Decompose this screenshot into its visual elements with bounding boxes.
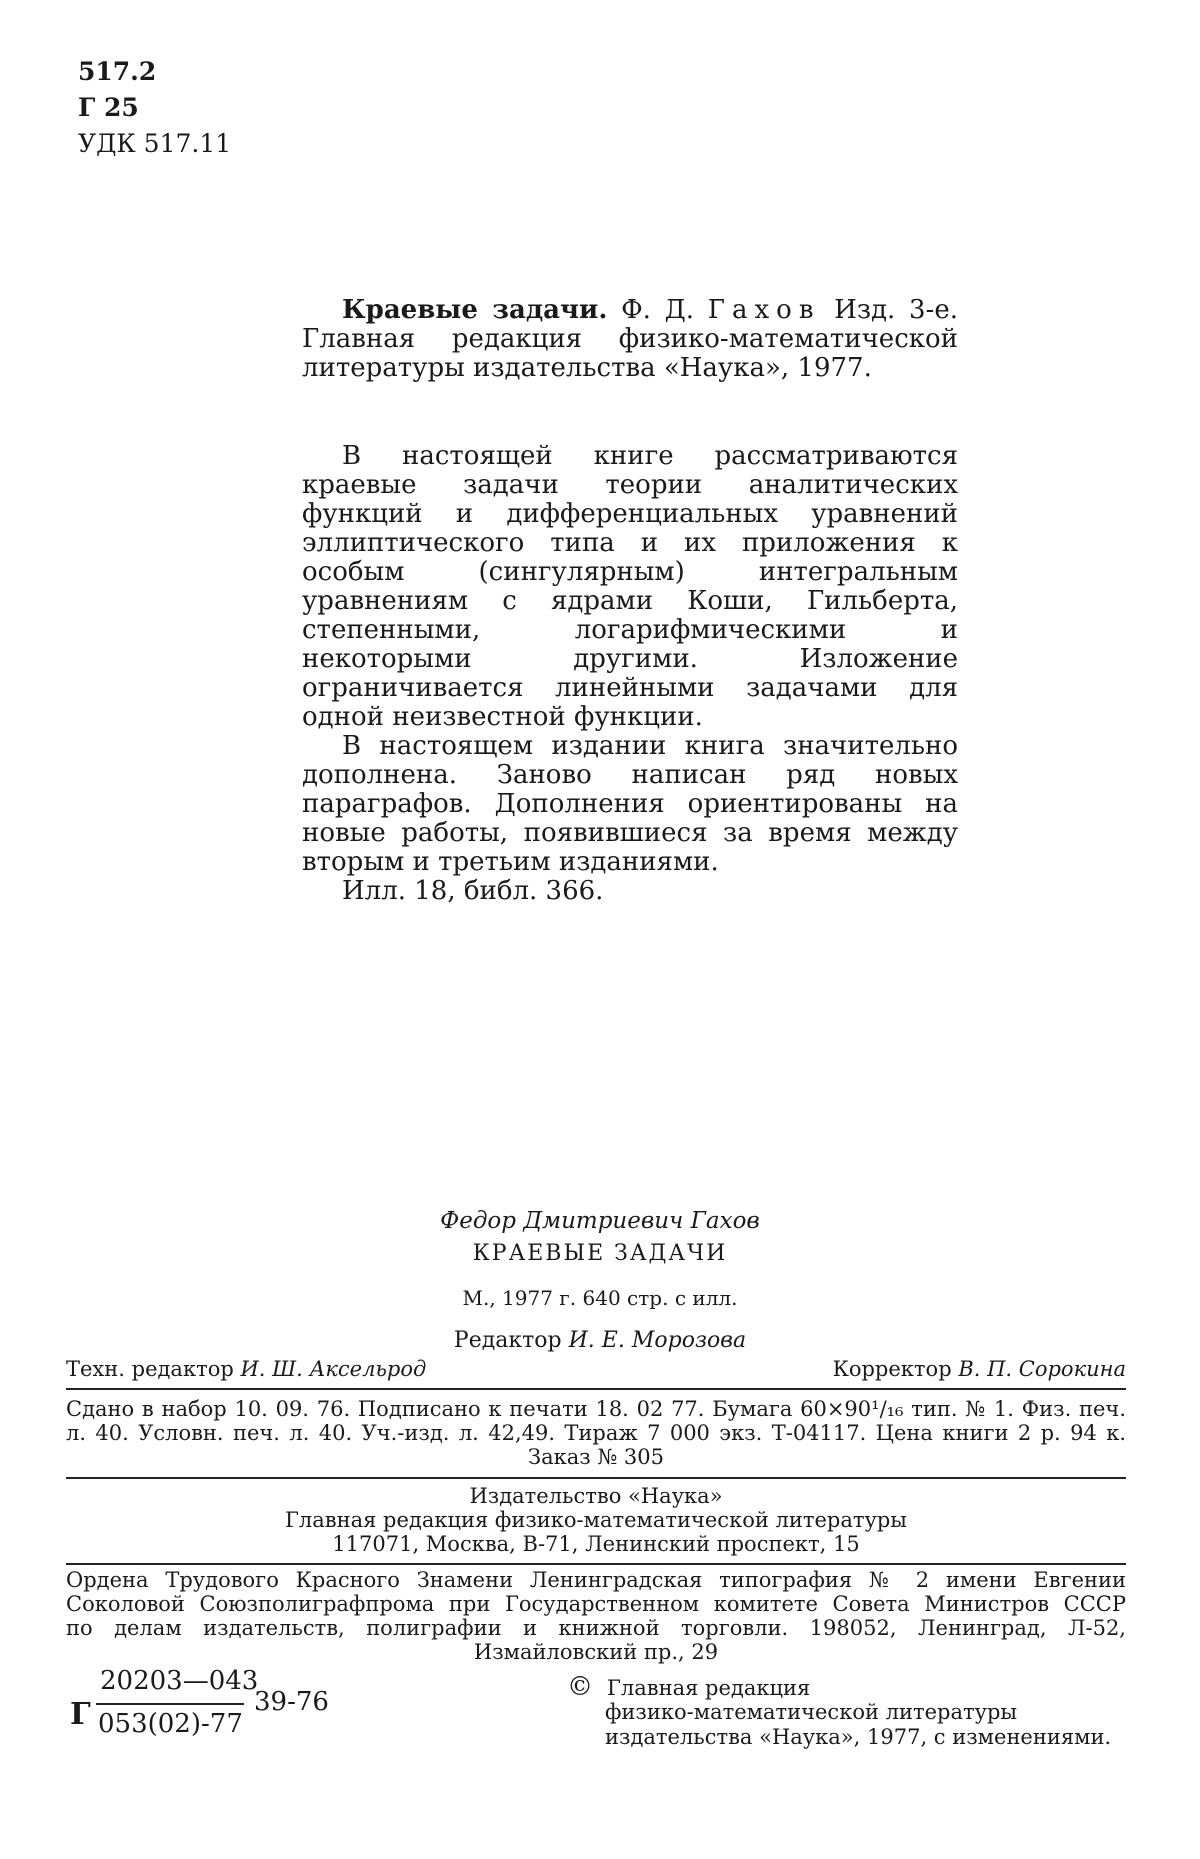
editor-name: И. Е. Морозова <box>568 1328 747 1353</box>
tech-editor-line <box>66 1357 426 1381</box>
printer-line-2: Соколовой Союзполиграфпрома при Государственном комитете Совета Министров СССР <box>66 1592 1126 1616</box>
code-suffix: 39-76 <box>254 1687 329 1717</box>
corrector-line <box>833 1357 1126 1381</box>
divider-2 <box>66 1477 1126 1479</box>
printer-line-4: Измайловский пр., 29 <box>473 1640 719 1664</box>
divider-3 <box>66 1563 1126 1565</box>
author-full-name: Федор Дмитриевич Гахов <box>440 1208 760 1234</box>
publisher-address: 117071, Москва, В-71, Ленинский проспект, 15 <box>332 1532 860 1556</box>
udk-code: УДК 517.11 <box>78 129 232 158</box>
abstract-illustrations: Илл. 18, библ. 366. <box>342 876 604 906</box>
code-letter: Г <box>70 1697 91 1732</box>
copyright-icon: © <box>567 1672 593 1702</box>
abstract <box>302 442 958 906</box>
publisher-name: Издательство «Наука» <box>469 1484 723 1508</box>
editor-line <box>0 1328 1200 1353</box>
printing-info-line-2: л. 40. Условн. печ. л. 40. Уч.-изд. л. 42,49. Тираж 7 000 экз. Т-04117. Цена книги 2 р. 94 к. <box>66 1421 1126 1445</box>
bibliographic-entry <box>302 296 958 383</box>
editor-label: Редактор <box>453 1328 562 1353</box>
printer-line-1: Ордена Трудового Красного Знамени Ленинградская типография № 2 имени Евгении <box>66 1568 1126 1592</box>
copyright-line-2: физико-математической литературы <box>605 1700 1018 1724</box>
copyright-line-3: издательства «Наука», 1977, с изменениями. <box>605 1725 1112 1749</box>
abstract-paragraph-2: В настоящем издании книга значительно дополнена. Заново написан ряд новых параграфов. Дополнения ориентированы на новые работы, появившиеся за время между вторым и третьим изданиями. <box>302 731 958 877</box>
code-numerator: 20203—043 <box>100 1666 259 1696</box>
publisher-division: Главная редакция физико-математической литературы <box>284 1508 907 1532</box>
publication-info: М., 1977 г. 640 стр. с илл. <box>462 1286 738 1310</box>
divider-1 <box>66 1388 1126 1390</box>
classification-code: 517.2 <box>78 57 157 86</box>
bib-details: Изд. 3-е. Главная редакция физико-математической литературы издательства «Наука», 1977. <box>302 295 958 383</box>
code-fraction-bar <box>96 1703 244 1705</box>
tech-editor-label: Техн. редактор <box>66 1357 234 1381</box>
book-title-bold: Краевые задачи. <box>342 295 608 325</box>
code-denominator: 053(02)-77 <box>98 1709 243 1739</box>
corrector-name: В. П. Сорокина <box>958 1357 1126 1381</box>
abstract-paragraph-1: В настоящей книге рассматриваются краевые задачи теории аналитических функций и дифференциальных уравнений эллиптического типа и их приложения к особым (сингулярным) интегральным уравнениям с ядрами Коши, Гильберта, степенными, логарифмическими и некоторыми другими. Изложение ограничивается линейными задачами для одной неизвестной функции. <box>302 441 958 732</box>
classification-block <box>78 54 231 162</box>
tech-editor-name: И. Ш. Аксельрод <box>240 1357 427 1381</box>
copyright-line-1: Главная редакция <box>607 1676 811 1700</box>
imprint-book-title: КРАЕВЫЕ ЗАДАЧИ <box>472 1241 728 1266</box>
printing-info-line-1: Сдано в набор 10. 09. 76. Подписано к печати 18. 02 77. Бумага 60×90¹/₁₆ тип. № 1. Физ. печ. <box>66 1397 1126 1421</box>
author-initials: Ф. Д. <box>621 295 695 325</box>
order-number: Заказ № 305 <box>527 1445 664 1469</box>
printer-line-3: по делам издательств, полиграфии и книжной торговли. 198052, Ленинград, Л-52, <box>66 1616 1126 1640</box>
corrector-label: Корректор <box>832 1357 952 1381</box>
author-sign: Г 25 <box>78 93 139 122</box>
author-surname: Гахов <box>707 295 821 325</box>
